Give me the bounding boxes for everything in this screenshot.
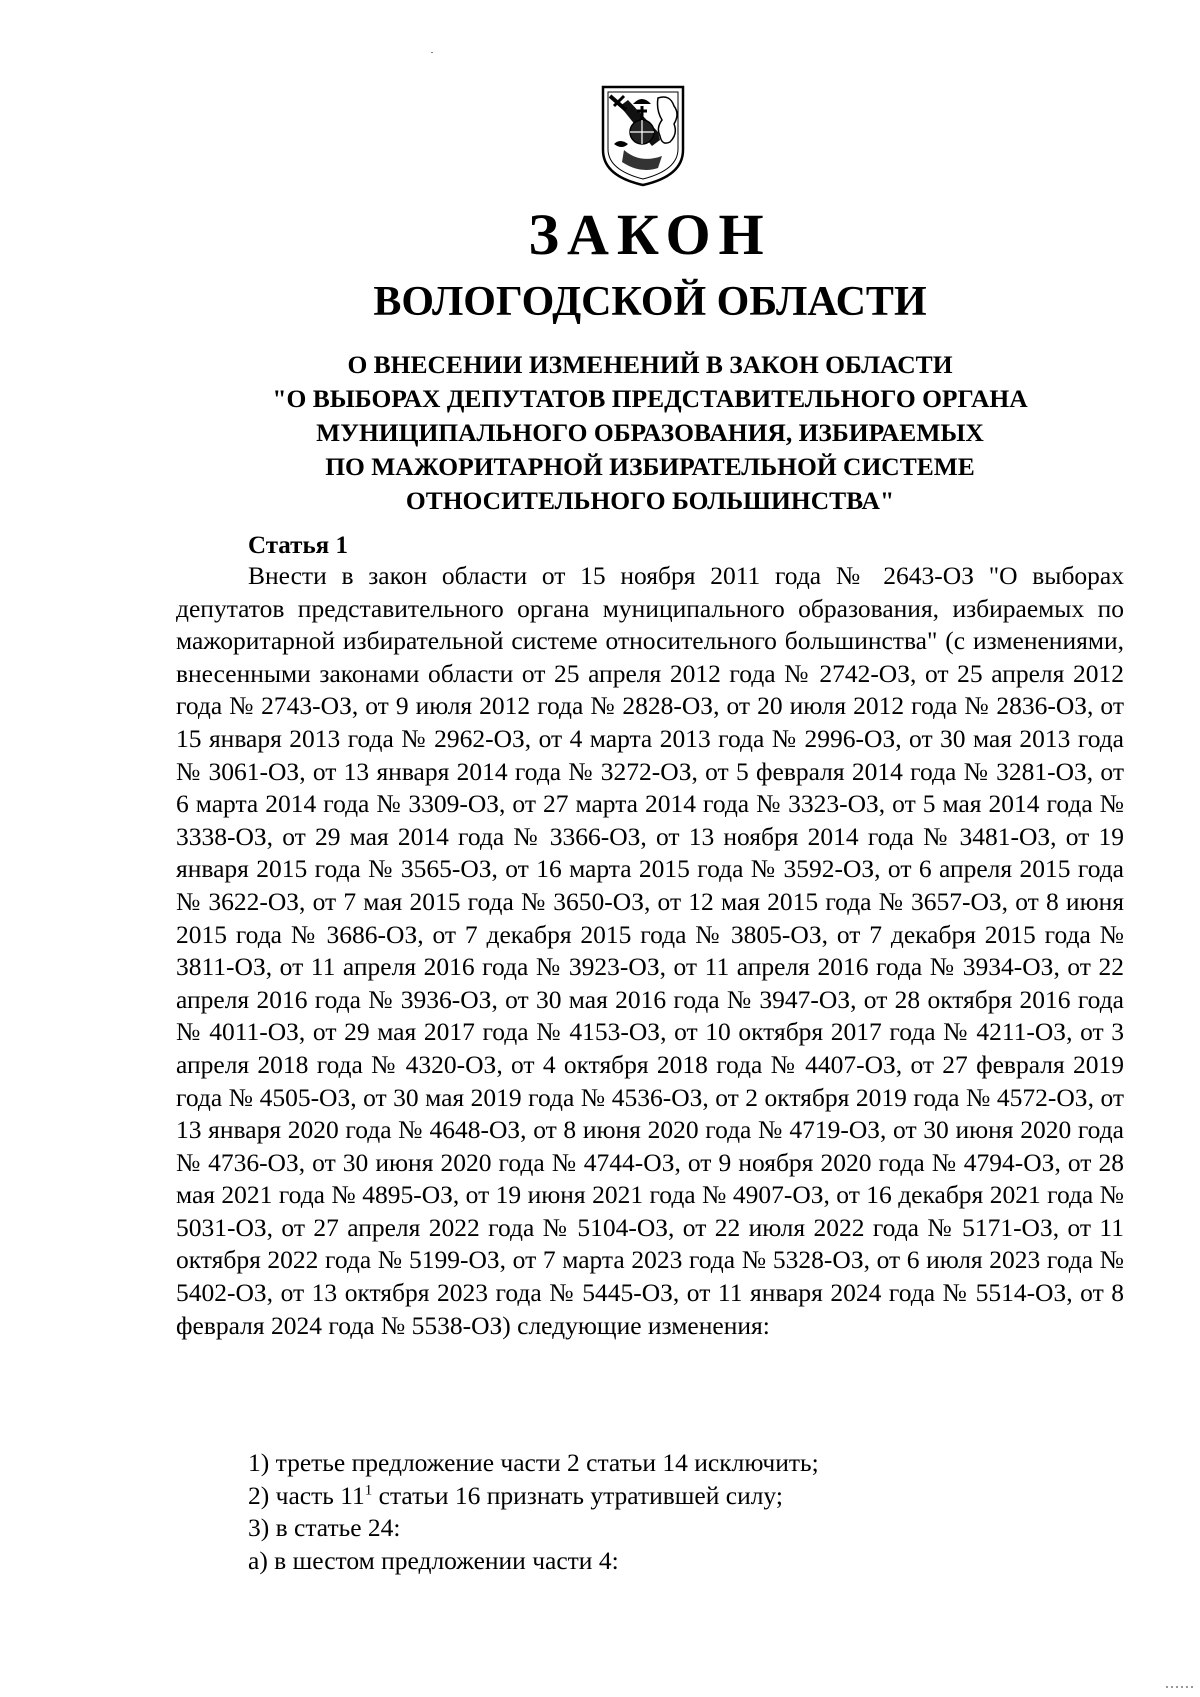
amendment-items <box>248 1447 819 1577</box>
amendment-item-2-superscript: 1 <box>364 1482 373 1499</box>
amendment-item-2 <box>248 1480 819 1513</box>
vologda-coat-of-arms-icon <box>600 84 686 188</box>
scan-speck <box>431 52 433 53</box>
scan-speck <box>1166 1686 1196 1688</box>
article-body <box>176 560 1124 1342</box>
subject-line: О ВНЕСЕНИИ ИЗМЕНЕНИЙ В ЗАКОН ОБЛАСТИ <box>347 350 953 379</box>
subject-line: "О ВЫБОРАХ ДЕПУТАТОВ ПРЕДСТАВИТЕЛЬНОГО ОРГАНА <box>272 384 1028 413</box>
amendment-item-1: 1) третье предложение части 2 статьи 14 исключить; <box>248 1448 819 1477</box>
subject-line: ПО МАЖОРИТАРНОЙ ИЗБИРАТЕЛЬНОЙ СИСТЕМЕ <box>325 452 975 481</box>
law-title: ЗАКОН <box>528 202 772 267</box>
law-subject <box>0 348 1200 518</box>
amendment-item-2-rest: статьи 16 признать утратившей силу; <box>372 1480 783 1510</box>
article-paragraph: Внести в закон области от 15 ноября 2011 года № 2643-ОЗ "О выборах депутатов представительного органа муниципального образования, избираемых по мажоритарной избирательной системе относительного большинства" (с изменениями, внесенными законами области от 25 апреля 2012 года № 2742-ОЗ, от 25 апреля 2012 года № 2743-ОЗ, от 9 июля 2012 года № 2828-ОЗ, от 20 июля 2012 года № 2836-ОЗ, от 15 января 2013 года № 2962-ОЗ, от 4 марта 2013 года № 2996-ОЗ, от 30 мая 2013 года № 3061-ОЗ, от 13 января 2014 года № 3272-ОЗ, от 5 февраля 2014 года № 3281-ОЗ, от 6 марта 2014 года № 3309-ОЗ, от 27 марта 2014 года № 3323-ОЗ, от 5 мая 2014 года № 3338-ОЗ, от 29 мая 2014 года № 3366-ОЗ, от 13 ноября 2014 года № 3481-ОЗ, от 19 января 2015 года № 3565-ОЗ, от 16 марта 2015 года № 3592-ОЗ, от 6 апреля 2015 года № 3622-ОЗ, от 7 мая 2015 года № 3650-ОЗ, от 12 мая 2015 года № 3657-ОЗ, от 8 июня 2015 года № 3686-ОЗ, от 7 декабря 2015 года № 3805-ОЗ, от 7 декабря 2015 года № 3811-ОЗ, от 11 апреля 2016 года № 3923-ОЗ, от 11 апреля 2016 года № 3934-ОЗ, от 22 апреля 2016 года № 3936-ОЗ, от 30 мая 2016 года № 3947-ОЗ, от 28 октября 2016 года № 4011-ОЗ, от 29 мая 2017 года № 4153-ОЗ, от 10 октября 2017 года № 4211-ОЗ, от 3 апреля 2018 года № 4320-ОЗ, от 4 октября 2018 года № 4407-ОЗ, от 27 февраля 2019 года № 4505-ОЗ, от 30 мая 2019 года № 4536-ОЗ, от 2 октября 2019 года № 4572-ОЗ, от 13 января 2020 года № 4648-ОЗ, от 8 июня 2020 года № 4719-ОЗ, от 30 июня 2020 года № 4736-ОЗ, от 30 июня 2020 года № 4744-ОЗ, от 9 ноября 2020 года № 4794-ОЗ, от 28 мая 2021 года № 4895-ОЗ, от 19 июня 2021 года № 4907-ОЗ, от 16 декабря 2021 года № 5031-ОЗ, от 27 апреля 2022 года № 5104-ОЗ, от 22 июля 2022 года № 5171-ОЗ, от 11 октября 2022 года № 5199-ОЗ, от 7 марта 2023 года № 5328-ОЗ, от 6 июля 2023 года № 5402-ОЗ, от 13 октября 2023 года № 5445-ОЗ, от 11 января 2024 года № 5514-ОЗ, от 8 февраля 2024 года № 5538-ОЗ) следующие изменения: <box>176 561 1124 1340</box>
amendment-item-3a: а) в шестом предложении части 4: <box>248 1545 619 1575</box>
amendment-item-3: 3) в статье 24: <box>248 1513 401 1543</box>
amendment-item-2-text: 2) часть 11 <box>248 1480 365 1510</box>
region-title: ВОЛОГОДСКОЙ ОБЛАСТИ <box>373 279 927 325</box>
subject-line: ОТНОСИТЕЛЬНОГО БОЛЬШИНСТВА" <box>405 486 895 515</box>
subject-line: МУНИЦИПАЛЬНОГО ОБРАЗОВАНИЯ, ИЗБИРАЕМЫХ <box>316 418 984 447</box>
article-heading: Статья 1 <box>248 532 348 559</box>
